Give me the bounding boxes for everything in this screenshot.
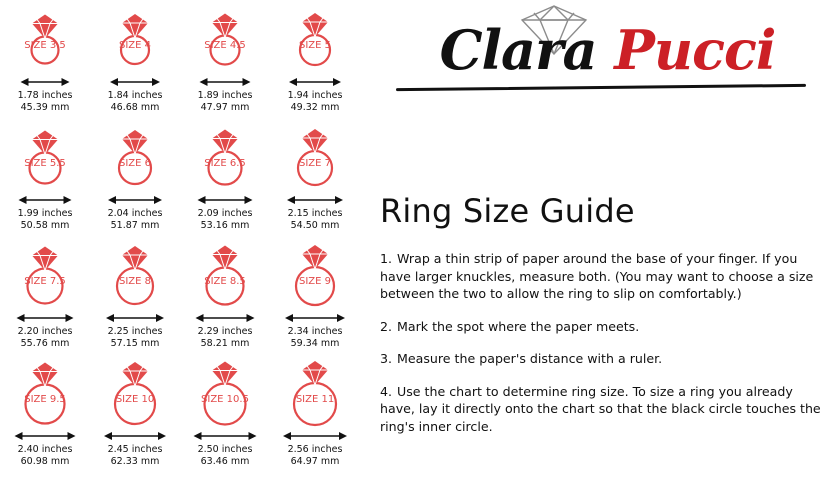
diameter-arrow-icon [19,194,72,206]
ring-inches: 1.94 inches [287,90,343,101]
diameter-arrow-icon [194,430,257,442]
ring-size-cell [90,240,180,358]
ring-illustration [180,240,270,318]
ring-measurements [0,90,90,114]
ring-illustration [90,4,180,82]
ring-inches: 2.50 inches [197,444,253,455]
ring-mm: 51.87 mm [110,220,160,231]
ring-size-label: SIZE 7.5 [24,276,66,287]
instructions-list [380,250,828,450]
ring-mm: 50.58 mm [20,220,70,231]
ring-mm: 58.21 mm [200,338,250,349]
ring-inches: 2.56 inches [287,444,343,455]
logo-underline [396,84,806,91]
ring-measurements [270,444,360,468]
diameter-arrow-icon [17,312,74,324]
instruction-step [380,350,828,368]
ring-inches: 2.25 inches [107,326,163,337]
ring-inches: 1.99 inches [17,208,73,219]
step-text: Wrap a thin strip of paper around the base of your finger. If you have larger knuckles, measure both. (You may want to choose a size between the two to allow the ring to slip on comfortably.) [380,251,814,301]
ring-size-label: SIZE 9 [298,276,332,287]
step-number: 4. [380,383,393,399]
ring-illustration [270,122,360,200]
ring-size-cell [0,358,90,476]
ring-size-cell [90,122,180,240]
ring-measurements [90,326,180,350]
ring-illustration [0,358,90,436]
ring-size-cell [0,240,90,358]
ring-size-chart [0,0,360,501]
diameter-arrow-icon [15,430,76,442]
instruction-step [380,318,828,336]
brand-logo [368,0,839,110]
ring-measurements [180,444,270,468]
ring-mm: 45.39 mm [20,102,70,113]
ring-illustration [90,122,180,200]
ring-illustration [180,358,270,436]
ring-illustration [270,4,360,82]
brand-first: Clara [439,18,597,82]
ring-size-label: SIZE 11 [295,394,335,405]
ring-size-cell [0,4,90,122]
ring-measurements [180,90,270,114]
ring-size-label: SIZE 7 [298,158,332,169]
ring-illustration [180,122,270,200]
ring-size-cell [90,4,180,122]
ring-size-cell [270,122,360,240]
ring-mm: 47.97 mm [200,102,250,113]
ring-illustration [0,122,90,200]
ring-mm: 62.33 mm [110,456,160,467]
ring-inches: 2.15 inches [287,208,343,219]
ring-mm: 59.34 mm [290,338,340,349]
diameter-arrow-icon [283,430,347,442]
diameter-arrow-icon [104,430,166,442]
ring-measurements [180,326,270,350]
ring-inches: 1.89 inches [197,90,253,101]
step-number: 2. [380,318,393,334]
diameter-arrow-icon [198,194,253,206]
ring-measurements [270,208,360,232]
ring-mm: 54.50 mm [290,220,340,231]
ring-size-cell [180,4,270,122]
ring-inches: 2.34 inches [287,326,343,337]
ring-size-cell [270,240,360,358]
step-text: Mark the spot where the paper meets. [397,318,640,334]
ring-mm: 60.98 mm [20,456,70,467]
diameter-arrow-icon [289,76,341,88]
brand-second: Pucci [614,18,776,82]
ring-mm: 64.97 mm [290,456,340,467]
step-number: 1. [380,251,393,266]
page-title: Ring Size Guide [380,192,635,230]
step-number: 3. [380,351,393,366]
ring-size-cell [180,358,270,476]
ring-size-label: SIZE 6.5 [204,158,246,169]
ring-size-label: SIZE 5.5 [24,158,66,169]
ring-inches: 2.20 inches [17,326,73,337]
ring-size-label: SIZE 5 [298,40,332,51]
ring-illustration [90,240,180,318]
ring-size-label: SIZE 4.5 [204,40,246,51]
ring-inches: 2.29 inches [197,326,253,337]
ring-illustration [0,240,90,318]
ring-mm: 49.32 mm [290,102,340,113]
ring-illustration [270,358,360,436]
ring-inches: 1.78 inches [17,90,73,101]
ring-size-label: SIZE 8.5 [204,276,246,287]
diameter-arrow-icon [287,194,343,206]
ring-size-cell [180,240,270,358]
ring-size-label: SIZE 8 [118,276,152,287]
ring-measurements [90,208,180,232]
ring-inches: 2.40 inches [17,444,73,455]
ring-measurements [270,326,360,350]
brand-wordmark [372,18,839,82]
ring-size-cell [180,122,270,240]
ring-illustration [270,240,360,318]
diameter-arrow-icon [21,76,70,88]
diameter-arrow-icon [108,194,162,206]
diameter-arrow-icon [285,312,345,324]
diameter-arrow-icon [196,312,255,324]
ring-size-cell [270,358,360,476]
ring-size-label: SIZE 10.5 [201,394,249,405]
step-text: Measure the paper's distance with a ruler. [397,351,663,366]
ring-size-cell [270,4,360,122]
ring-measurements [90,444,180,468]
ring-size-cell [90,358,180,476]
right-panel [368,0,839,501]
ring-size-label: SIZE 9.5 [24,394,66,405]
step-text: Use the chart to determine ring size. To size a ring you already have, lay it directly onto the chart so that the black circle touches the ring's inner circle. [380,383,821,434]
ring-size-cell [0,122,90,240]
ring-inches: 2.09 inches [197,208,253,219]
ring-inches: 1.84 inches [107,90,163,101]
ring-inches: 2.04 inches [107,208,163,219]
ring-mm: 46.68 mm [110,102,160,113]
ring-measurements [0,444,90,468]
instruction-step [380,383,828,436]
ring-size-label: SIZE 3.5 [24,40,66,51]
diameter-arrow-icon [110,76,160,88]
ring-size-label: SIZE 4 [118,40,152,51]
ring-measurements [270,90,360,114]
ring-measurements [180,208,270,232]
ring-mm: 57.15 mm [110,338,160,349]
ring-measurements [90,90,180,114]
ring-illustration [180,4,270,82]
ring-mm: 55.76 mm [20,338,70,349]
diameter-arrow-icon [200,76,251,88]
ring-mm: 53.16 mm [200,220,250,231]
ring-size-label: SIZE 10 [115,394,155,405]
ring-inches: 2.45 inches [107,444,163,455]
ring-size-label: SIZE 6 [118,158,152,169]
ring-mm: 63.46 mm [200,456,250,467]
ring-measurements [0,208,90,232]
ring-illustration [90,358,180,436]
diameter-arrow-icon [106,312,164,324]
ring-illustration [0,4,90,82]
instruction-step [380,250,828,303]
ring-measurements [0,326,90,350]
